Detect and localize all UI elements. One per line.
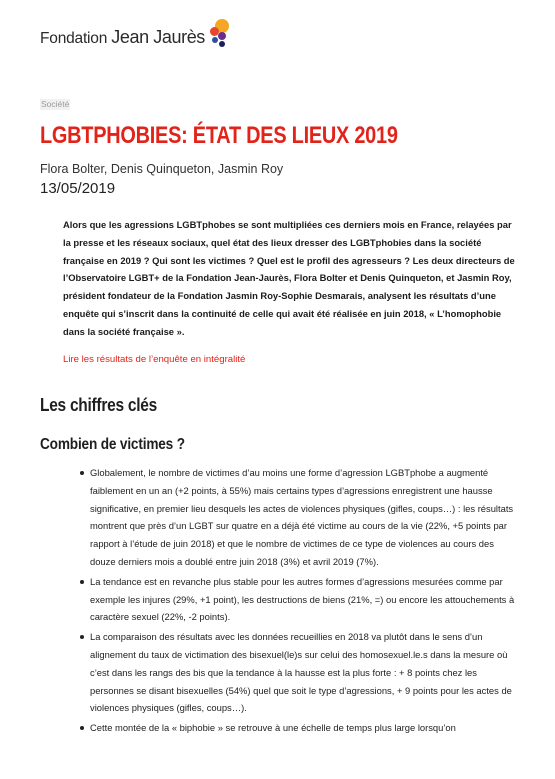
key-figures-list	[90, 464, 520, 739]
list-item: La tendance est en revanche plus stable pour les autres formes d’agressions mesurées comme par exemple les injures (29%, +1 point), les destructions de biens (21%, =) ou encore les attouchements à caractère sexuel (22%, -2 points).	[90, 573, 520, 626]
list-item: Globalement, le nombre de victimes d’au moins une forme d’agression LGBTphobe a augmenté faiblement en un an (+2 points, à 55%) mais certains types d’agressions enregistrent une hausse significative, en premier lieu desquels les actes de violences physiques (gifles, coups…) : les résultats montrent que près d’un LGBT sur quatre en a déjà été victime au cours de la vie (22%, +5 points par rapport à l’étude de juin 2018) et que le nombre de victimes de ce type de violences au cours des douze derniers mois a doublé entre juin 2018 (3%) et avril 2019 (7%).	[90, 464, 520, 571]
article-authors: Flora Bolter, Denis Quinqueton, Jasmin Roy	[40, 162, 284, 176]
category-tag[interactable]: Société	[41, 99, 70, 109]
logo-wordmark-prefix: Fondation	[40, 29, 112, 47]
logo-wordmark	[40, 27, 205, 48]
logo-dot-blue	[212, 37, 218, 43]
logo-dots-icon	[207, 17, 231, 51]
logo-dot-navy	[219, 41, 225, 47]
section-heading: Les chiffres clés	[40, 395, 157, 415]
subsection-heading: Combien de victimes ?	[40, 436, 185, 453]
article-lead: Alors que les agressions LGBTphobes se sont multipliées ces derniers mois en France, relayées par la presse et les réseaux sociaux, quel état des lieux dresser des LGBTphobies dans la société française en 2019 ? Qui sont les victimes ? Quel est le profil des agresseurs ? Les deux directeurs de l’Observatoire LGBT+ de la Fondation Jean-Jaurès, Flora Bolter et Denis Quinqueton, et Jasmin Roy, président fondateur de la Fondation Jasmin Roy-Sophie Desmarais, analysent les résultats d’une enquête qui s’inscrit dans la continuité de celle qui avait été réalisée en juin 2018, « L’homophobie dans la société française ».	[63, 219, 515, 337]
logo-wordmark-main: Jean Jaurès	[111, 26, 205, 47]
list-item: Cette montée de la « biphobie » se retrouve à une échelle de temps plus large lorsqu’on	[90, 719, 520, 737]
article-title: LGBTPHOBIES: ÉTAT DES LIEUX 2019	[40, 122, 398, 149]
logo-dot-purple	[218, 32, 226, 40]
list-item: La comparaison des résultats avec les données recueillies en 2018 va plutôt dans le sens d’un alignement du taux de victimation des bisexuel(le)s sur celui des homosexuel.le.s dans la mesure où c’est dans les rangs des bis que la tendance à la hausse est la plus forte : + 8 points chez les personnes se disant bisexuelles (54%) quel que soit le type d’agressions, + 9 points pour les actes de violences physiques (gifles, coups…).	[90, 628, 520, 717]
article-date: 13/05/2019	[40, 180, 116, 197]
full-results-link[interactable]: Lire les résultats de l’enquête en intégralité	[63, 354, 246, 365]
site-logo[interactable]	[40, 18, 231, 56]
